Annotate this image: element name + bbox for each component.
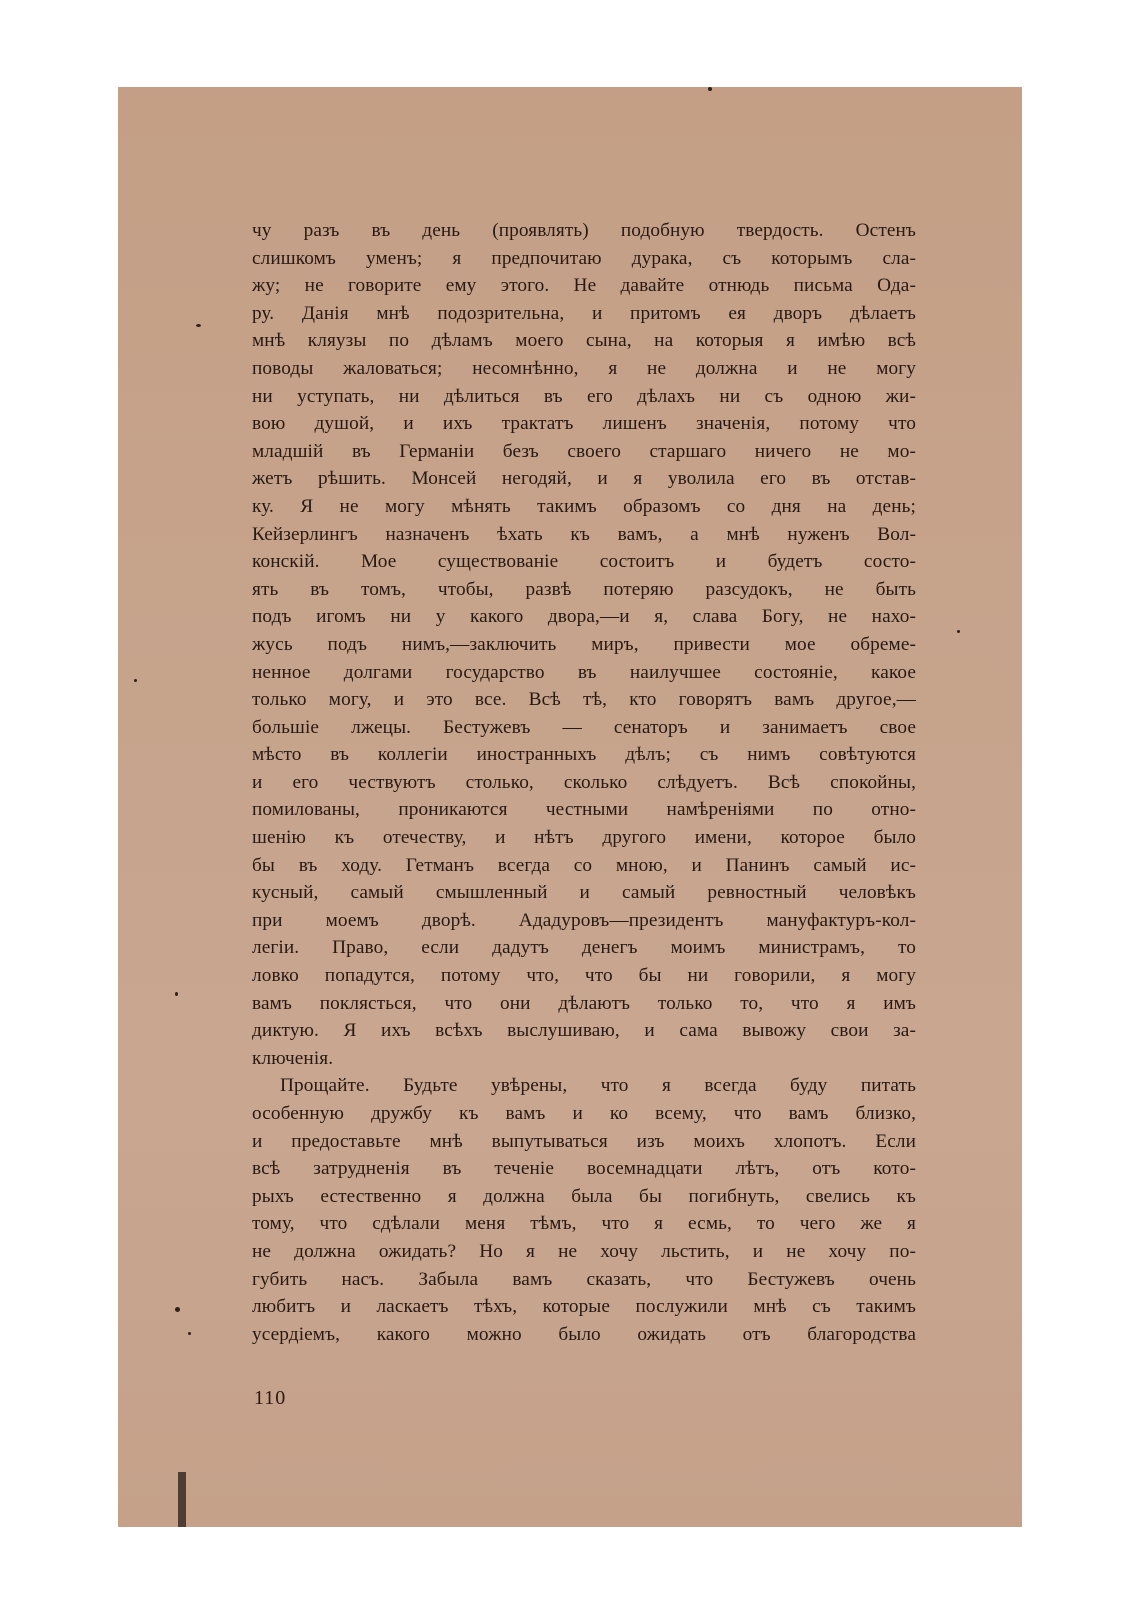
text-line: особенную дружбу къ вамъ и ко всему, что вамъ близко, xyxy=(252,1103,916,1124)
text-line: и предоставьте мнѣ выпутываться изъ моихъ хлопотъ. Если xyxy=(252,1130,916,1152)
binding-shadow xyxy=(178,1472,186,1527)
text-line: усердіемъ, какого можно было ожидать отъ благородства xyxy=(252,1323,916,1345)
text-line: губить насъ. Забыла вамъ сказать, что Бестужевъ очень xyxy=(252,1268,916,1290)
text-line: ненное долгами государство въ наилучшее состояніе, какое xyxy=(252,661,916,683)
text-line: мнѣ кляузы по дѣламъ моего сына, на которыя я имѣю всѣ xyxy=(252,330,916,352)
text-line: ру. Данія мнѣ подозрительна, и притомъ ея дворъ дѣлаетъ xyxy=(252,302,916,324)
text-line: подъ игомъ ни у какого двора,—и я, слава Богу, не нахо- xyxy=(252,606,916,628)
text-line: чу разъ въ день (проявлять) подобную твердость. Остенъ xyxy=(252,220,916,241)
text-line: ни уступать, ни дѣлиться въ его дѣлахъ ни съ одною жи- xyxy=(252,385,916,407)
text-line: диктую. Я ихъ всѣхъ выслушиваю, и сама вывожу свои за- xyxy=(252,1020,916,1042)
text-line: ловко попадутся, потому что, что бы ни говорили, я могу xyxy=(252,965,916,987)
text-line: жу; не говорите ему этого. Не давайте отнюдь письма Ода- xyxy=(252,275,916,297)
text-line: конскій. Мое существованіе состоитъ и будетъ состо- xyxy=(252,551,916,573)
text-line: помилованы, проникаются честными намѣреніями по отно- xyxy=(252,799,916,821)
text-line: только могу, и это все. Всѣ тѣ, кто говорятъ вамъ другое,— xyxy=(252,689,916,711)
ink-speck xyxy=(175,1307,180,1312)
text-line: большіе лжецы. Бестужевъ — сенаторъ и занимаетъ свое xyxy=(252,716,916,738)
text-line: тому, что сдѣлали меня тѣмъ, что я есмь, то чего же я xyxy=(252,1213,916,1235)
text-line: жусь подъ нимъ,—заключить миръ, привести мое обреме- xyxy=(252,633,916,655)
text-line: ять въ томъ, чтобы, развѣ потеряю разсудокъ, не быть xyxy=(252,578,916,600)
text-line: мѣсто въ коллегіи иностранныхъ дѣлъ; съ нимъ совѣтуются xyxy=(252,744,916,766)
text-line: Прощайте. Будьте увѣрены, что я всегда буду питать xyxy=(280,1075,916,1097)
text-line: жетъ рѣшить. Монсей негодяй, и я уволила его въ отстав- xyxy=(252,468,916,490)
letter-body xyxy=(252,217,916,1348)
text-line: Кейзерлингъ назначенъ ѣхать къ вамъ, а мнѣ нуженъ Вол- xyxy=(252,523,916,545)
text-line: не должна ожидать? Но я не хочу льстить, и не хочу по- xyxy=(252,1240,916,1262)
ink-speck xyxy=(134,679,137,682)
text-line: ключенія. xyxy=(252,1047,334,1069)
ink-speck xyxy=(957,630,960,633)
text-line: любитъ и ласкаетъ тѣхъ, которые послужили мнѣ съ такимъ xyxy=(252,1296,916,1318)
text-line: вою душой, и ихъ трактатъ лишенъ значенія, потому что xyxy=(252,413,916,435)
ink-speck xyxy=(708,87,712,91)
text-line: и его чествуютъ столько, сколько слѣдуетъ. Всѣ спокойны, xyxy=(252,771,916,793)
text-line: всѣ затрудненія въ теченіе восемнадцати лѣтъ, отъ котo- xyxy=(252,1158,916,1180)
text-line: вамъ поклясться, что они дѣлаютъ только то, что я имъ xyxy=(252,992,916,1014)
text-line: ку. Я не могу мѣнять такимъ образомъ со дня на день; xyxy=(252,495,916,517)
page-number: 110 xyxy=(254,1387,287,1409)
scanned-page xyxy=(118,87,1022,1527)
text-line: слишкомъ уменъ; я предпочитаю дурака, съ которымъ сла- xyxy=(252,247,916,269)
ink-speck xyxy=(175,992,178,996)
ink-speck xyxy=(188,1332,191,1335)
text-line: шенію къ отечеству, и нѣтъ другого имени, которое было xyxy=(252,827,916,849)
text-line: рыхъ естественно я должна была бы погибнуть, свелись къ xyxy=(252,1185,916,1207)
text-line: поводы жаловаться; несомнѣнно, я не должна и не могу xyxy=(252,357,916,379)
text-line: легіи. Право, если дадутъ денегъ моимъ министрамъ, то xyxy=(252,937,916,959)
text-line: кусный, самый смышленный и самый ревностный человѣкъ xyxy=(252,882,916,904)
text-line: младшій въ Германіи безъ своего старшаго ничего не мо- xyxy=(252,440,916,462)
ink-speck xyxy=(196,324,201,327)
text-line: бы въ ходу. Гетманъ всегда со мною, и Панинъ самый ис- xyxy=(252,854,916,876)
text-line: при моемъ дворѣ. Ададуровъ—президентъ мануфактуръ-кол- xyxy=(252,909,916,931)
